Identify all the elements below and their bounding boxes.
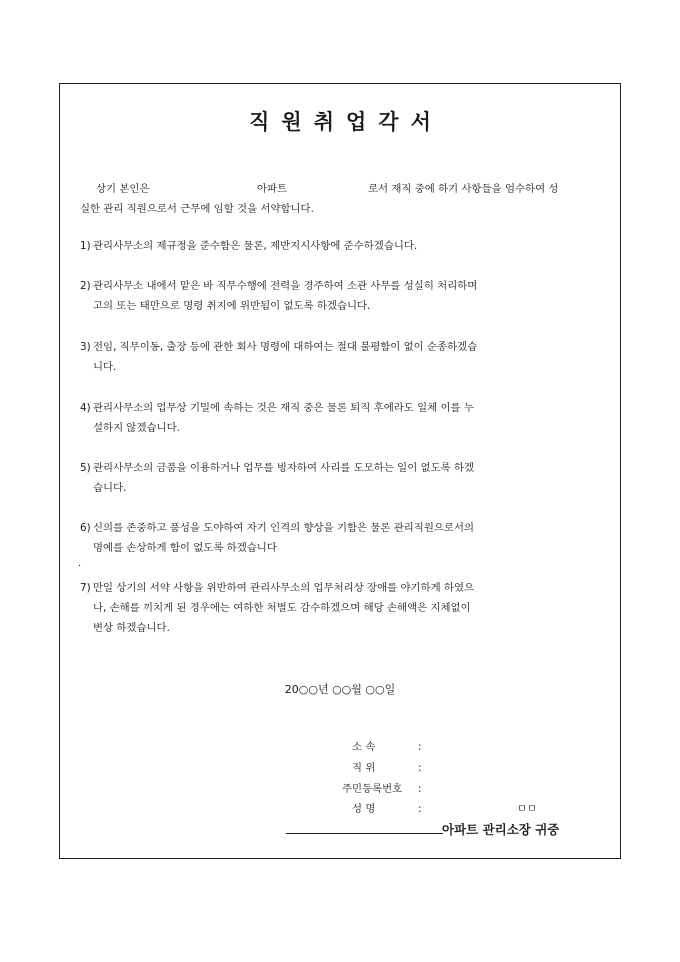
- recipient-line: 아파트 관리소장 귀중: [442, 822, 560, 837]
- document-title: 직원취업각서: [249, 110, 443, 134]
- intro-part2: 로서 재직 중에 하기 사항들을 엄수하여 성: [368, 183, 559, 195]
- intro-line2: 실한 관리 직원으로서 근무에 임할 것을 서약합니다.: [80, 203, 314, 215]
- resident-number-label: 주민등록번호: [342, 783, 403, 795]
- name-label: 성 명: [352, 803, 376, 815]
- document-date: 20○○년 ○○월 ○○일: [284, 683, 396, 696]
- intro-paragraph: [80, 179, 602, 219]
- apartment-name-blank-line: [286, 833, 443, 834]
- position-label: 직 위: [352, 762, 376, 774]
- intro-part1: 상기 본인은: [96, 183, 150, 195]
- affiliation-label: 소 속: [352, 741, 376, 753]
- name-seal-placeholder: ㅁㅁ: [517, 803, 538, 815]
- document-frame: 직원취업각서 상기 본인은 아파트 로서 재직 중에 하기 사항들을 엄수하여 성 실한 관리 직원으로서 근무에 임할 것을 서약합니다. 1) 관리사무소의 제규정을 준수함은 물론, 제반지시사항에 준수하겠습니다. 2) 관리사무소 내에서 맡은 바 직무수행에 전력을 경주하여 소관 사무를 성실히 처리하며 고의 또는 태만으로 명령 취지에 위반됨이 없도록 하겠습니다. 3) 전임, 직무이동, 출장 등에 관한 회사 명령에 대하여는 절대 불평함이 없이 순종하겠습 니다. 4) 관리사무소의 업무상 기밀에 속하는 것은 재직 중은 물론 퇴직 후에라도 일체 이를 누 설하지 않겠습니다. 5) 관리사무소의 금품을 이용하거나 업무를 빙자하여 사리를 도모하는 일이 없도록 하겠 습니다. 6) 신의를 존중하고 품성을 도야하여 자기 인격의 향상을 기함은 물론 관리직원으로서의 명예를 손상하게 함이 없도록 하겠습니다 . 7) 만일 상기의 서약 사항을 위반하여 관리사무소의 업무처리상 장애를 야기하게 하였으 나, 손해를 끼치게 된 경우에는 여하한 처벌도 감수하겠으며 해당 손해액은 지체없이 변상 하겠습니다. 20○○년 ○○월 ○○일 소 속 : 직 위 : 주민등록번호 : 성 명 : ㅁㅁ 아파트 관리소장 귀중: [59, 83, 621, 859]
- intro-apartment: 아파트: [257, 183, 288, 195]
- stray-period: .: [78, 558, 82, 569]
